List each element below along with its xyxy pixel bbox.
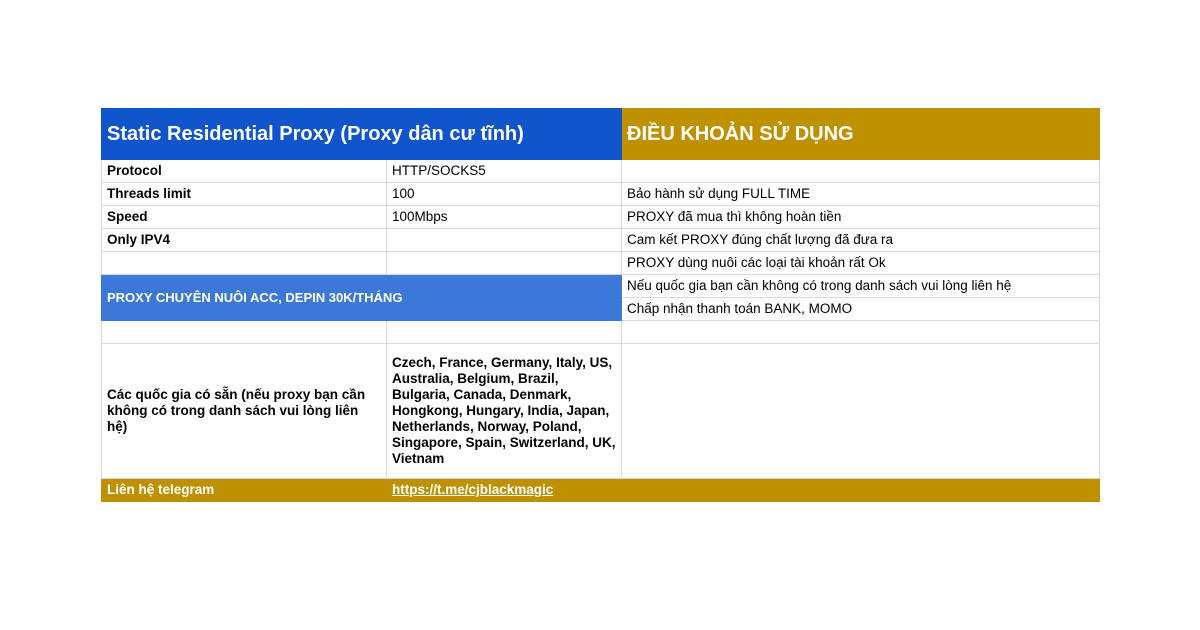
term-item: Bảo hành sử dụng FULL TIME <box>622 183 1100 206</box>
promo-row-a <box>102 275 1100 298</box>
contact-row <box>102 479 1100 502</box>
empty-cell <box>387 321 622 344</box>
spec-label: Only IPV4 <box>102 229 387 252</box>
empty-cell <box>102 252 387 275</box>
contact-label: Liên hệ telegram <box>102 479 387 502</box>
spec-row-ipv4 <box>102 229 1100 252</box>
spec-row-protocol <box>102 160 1100 183</box>
empty-cell <box>622 479 1100 502</box>
term-item: Nếu quốc gia bạn cần không có trong danh sách vui lòng liên hệ <box>622 275 1100 298</box>
spec-label: Protocol <box>102 160 387 183</box>
empty-cell <box>387 252 622 275</box>
header-row <box>102 109 1100 160</box>
product-title: Static Residential Proxy (Proxy dân cư tĩnh) <box>102 109 622 160</box>
contact-link-cell <box>387 479 622 502</box>
term-empty-cell <box>622 160 1100 183</box>
spec-label: Speed <box>102 206 387 229</box>
spec-value <box>387 229 622 252</box>
spec-value: 100Mbps <box>387 206 622 229</box>
spec-row-threads <box>102 183 1100 206</box>
spec-value: HTTP/SOCKS5 <box>387 160 622 183</box>
terms-title: ĐIỀU KHOẢN SỬ DỤNG <box>622 109 1100 160</box>
term-item: Chấp nhận thanh toán BANK, MOMO <box>622 298 1100 321</box>
countries-label: Các quốc gia có sẵn (nếu proxy bạn cần không có trong danh sách vui lòng liên hệ) <box>102 344 387 479</box>
countries-list: Czech, France, Germany, Italy, US, Australia, Belgium, Brazil, Bulgaria, Canada, Denmark, Hongkong, Hungary, India, Japan, Netherlands, Norway, Poland, Singapore, Spain, Switzerland, UK, Vietnam <box>387 344 622 479</box>
proxy-info-sheet <box>101 108 1100 502</box>
term-item: PROXY đã mua thì không hoàn tiền <box>622 206 1100 229</box>
term-item: Cam kết PROXY đúng chất lượng đã đưa ra <box>622 229 1100 252</box>
term-item: PROXY dùng nuôi các loại tài khoản rất Ok <box>622 252 1100 275</box>
empty-cell <box>622 344 1100 479</box>
spacer-row <box>102 321 1100 344</box>
telegram-link[interactable]: https://t.me/cjblackmagic <box>392 482 554 497</box>
empty-cell <box>102 321 387 344</box>
countries-row <box>102 344 1100 479</box>
spec-label: Threads limit <box>102 183 387 206</box>
spacer-row <box>102 252 1100 275</box>
promo-banner: PROXY CHUYÊN NUÔI ACC, DEPIN 30K/THÁNG <box>102 275 622 321</box>
spec-value: 100 <box>387 183 622 206</box>
empty-cell <box>622 321 1100 344</box>
spec-row-speed <box>102 206 1100 229</box>
